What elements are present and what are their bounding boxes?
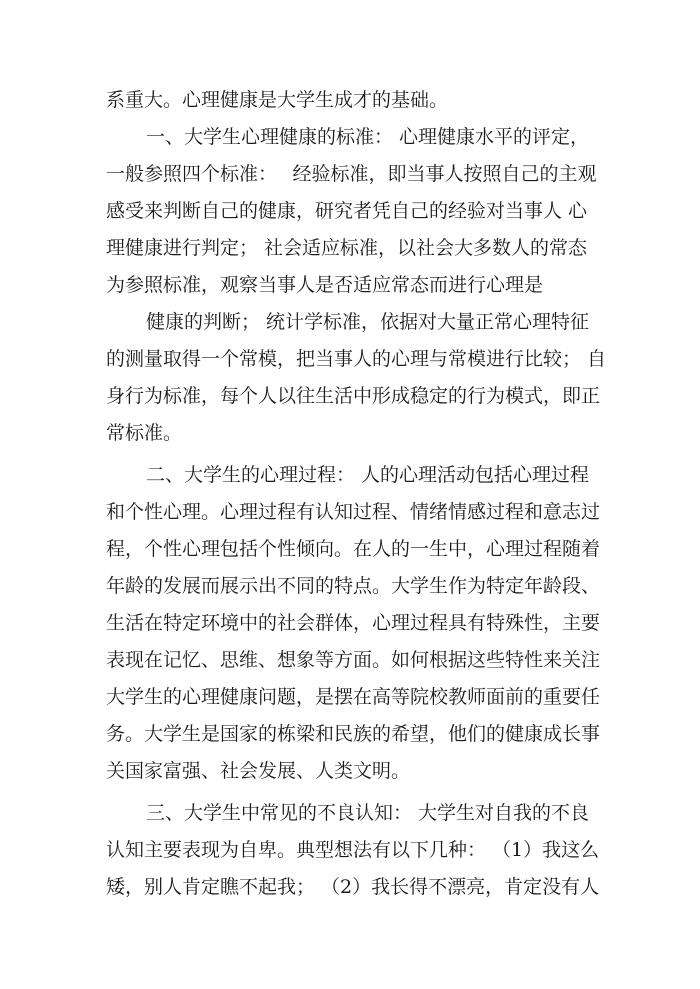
text-line: 系重大。心理健康是大学生成才的基础。 bbox=[106, 89, 449, 111]
text-line: 理健康进行判定； 社会适应标准，以社会大多数人的常态 bbox=[106, 237, 588, 259]
text-line: 务。大学生是国家的栋梁和民族的希望，他们的健康成长事 bbox=[106, 723, 601, 745]
text-line: 认知主要表现为自卑。典型想法有以下几种： （1）我这么 bbox=[106, 839, 600, 861]
text-line: 关国家富强、社会发展、人类文明。 bbox=[106, 760, 411, 782]
text-line: 一般参照四个标准： 经验标准，即当事人按照自己的主观 bbox=[106, 163, 597, 185]
text-line: 大学生的心理健康问题，是摆在高等院校教师面前的重要任 bbox=[106, 686, 601, 708]
text-line: 矮，别人肯定瞧不起我； （2）我长得不漂亮，肯定没有人 bbox=[106, 876, 600, 898]
text-line: 和个性心理。心理过程有认知过程、情绪情感过程和意志过 bbox=[106, 501, 601, 523]
text-line: 程，个性心理包括个性倾向。在人的一生中，心理过程随着 bbox=[106, 538, 601, 560]
text-line: 年龄的发展而展示出不同的特点。大学生作为特定年龄段、 bbox=[106, 575, 601, 597]
text-line: 健康的判断； 统计学标准，依据对大量正常心理特征 bbox=[146, 311, 590, 333]
text-line: 身行为标准，每个人以往生活中形成稳定的行为模式，即正 bbox=[106, 385, 601, 407]
text-line: 常标准。 bbox=[106, 422, 183, 444]
text-line: 生活在特定环境中的社会群体，心理过程具有特殊性，主要 bbox=[106, 612, 601, 634]
section-heading-line: 三、大学生中常见的不良认知： 大学生对自我的不良 bbox=[146, 802, 590, 824]
text-line: 的测量取得一个常模，把当事人的心理与常模进行比较； 自 bbox=[106, 348, 607, 370]
text-line: 为参照标准，观察当事人是否适应常态而进行心理是 bbox=[106, 274, 544, 296]
text-line: 感受来判断自己的健康，研究者凭自己的经验对当事人 心 bbox=[106, 200, 588, 222]
text-line: 表现在记忆、思维、想象等方面。如何根据这些特性来关注 bbox=[106, 649, 601, 671]
section-heading-line: 二、大学生的心理过程： 人的心理活动包括心理过程 bbox=[146, 464, 590, 486]
section-heading-line: 一、大学生心理健康的标准： 心理健康水平的评定， bbox=[146, 126, 590, 148]
